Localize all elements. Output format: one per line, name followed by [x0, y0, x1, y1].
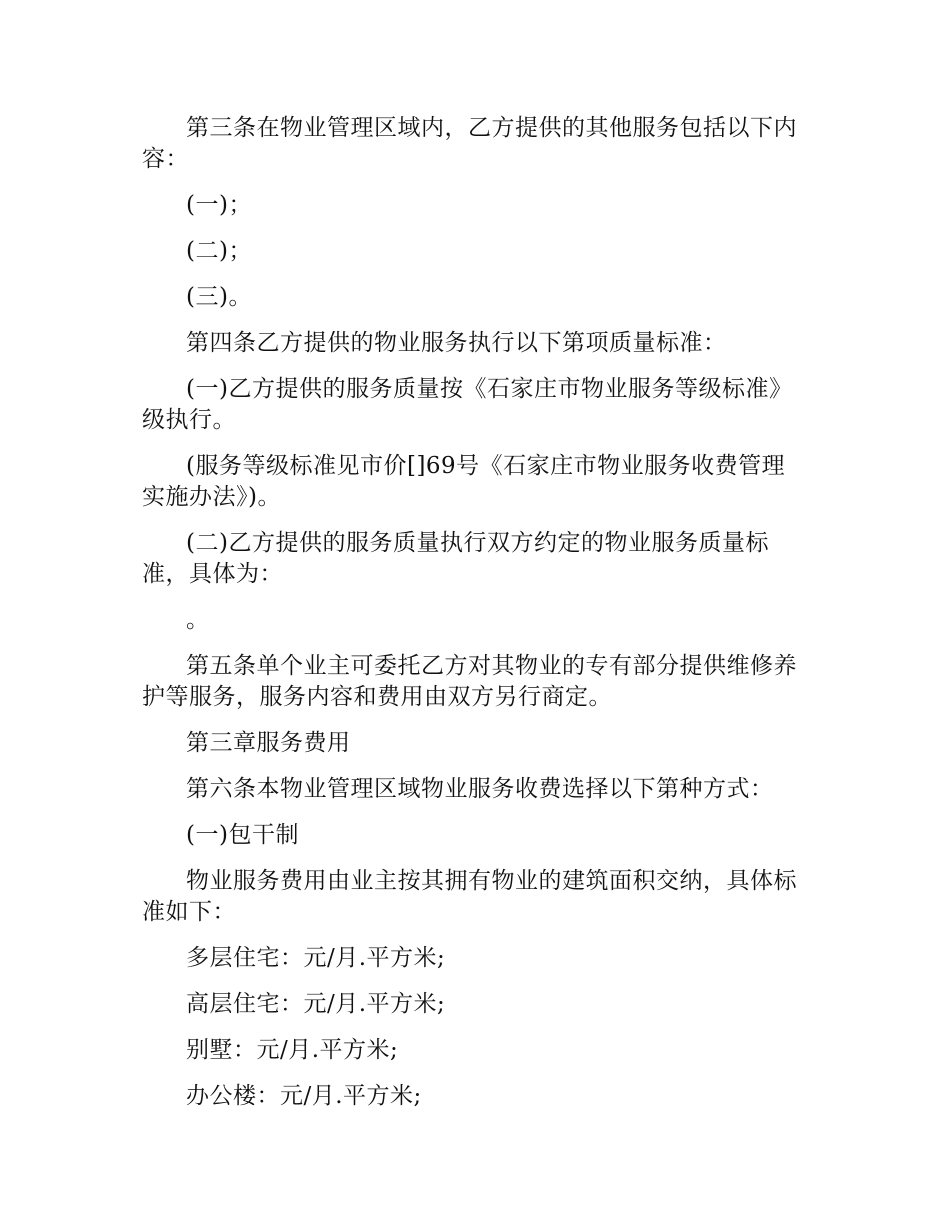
article-4-item-1: (一)乙方提供的服务质量按《石家庄市物业服务等级标准》级执行。	[142, 376, 793, 433]
article-4-item-2: (二)乙方提供的服务质量执行双方约定的物业服务质量标准，具体为：	[142, 530, 769, 587]
article-4-paragraph: 第四条乙方提供的物业服务执行以下第项质量标准：	[186, 330, 727, 356]
document-page	[142, 113, 808, 1127]
fee-villa: 别墅：元/月.平方米;	[186, 1037, 399, 1063]
article-3-item-1: (一)；	[186, 192, 252, 218]
fee-multistory-residence: 多层住宅：元/月.平方米;	[186, 945, 446, 971]
article-3-item-2: (二)；	[186, 238, 252, 264]
article-6-item-1: (一)包干制	[186, 822, 299, 848]
article-5-paragraph: 第五条单个业主可委托乙方对其物业的专有部分提供维修养护等服务，服务内容和费用由双方另行商定。	[142, 653, 797, 710]
article-3-paragraph: 第三条在物业管理区域内，乙方提供的其他服务包括以下内容：	[142, 115, 797, 172]
fee-office-building: 办公楼：元/月.平方米;	[186, 1083, 422, 1109]
article-4-note: (服务等级标准见市价[]69号《石家庄市物业服务收费管理实施办法》)。	[142, 453, 786, 510]
fee-description: 物业服务费用由业主按其拥有物业的建筑面积交纳，具体标准如下：	[142, 868, 797, 925]
article-4-item-2-detail: 。	[186, 607, 210, 633]
article-3-item-3: (三)。	[186, 284, 252, 310]
fee-highrise-residence: 高层住宅：元/月.平方米;	[186, 991, 446, 1017]
article-6-paragraph: 第六条本物业管理区域物业服务收费选择以下第种方式：	[186, 776, 774, 802]
chapter-3-heading: 第三章服务费用	[186, 730, 351, 756]
